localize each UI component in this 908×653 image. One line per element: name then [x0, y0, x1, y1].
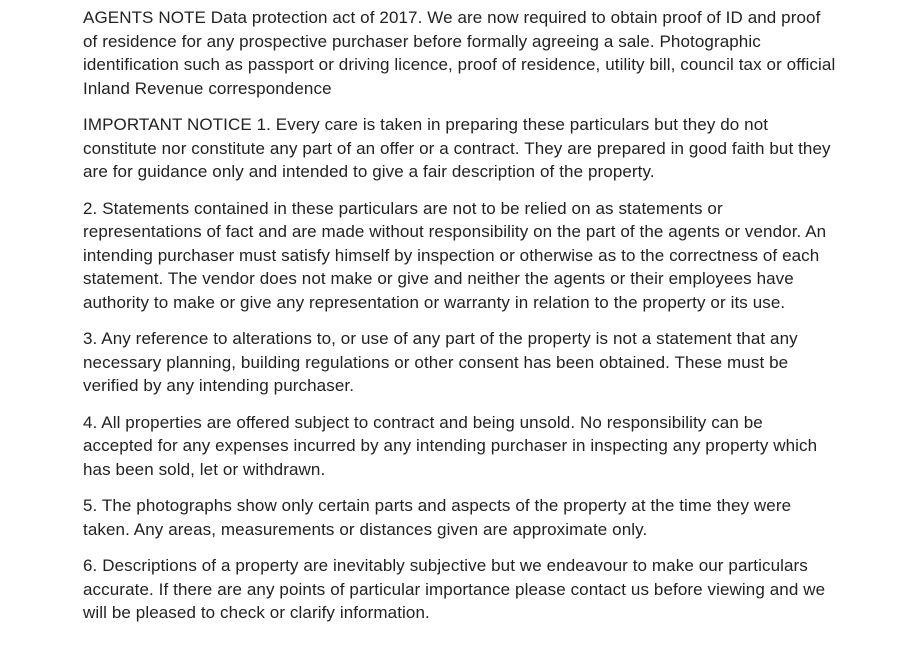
notice-paragraph-2: 2. Statements contained in these particulars are not to be relied on as statements or representations of fact and are made without responsibility on the part of the agents or vendor. An intending purchaser must satisfy himself by inspection or otherwise as to the correctness of each statement. The vendor does not make or give and neither the agents or their employees have authority to make or give any representation or warranty in relation to the property or its use.: [83, 198, 827, 312]
important-notice-paragraph-1: IMPORTANT NOTICE 1. Every care is taken in preparing these particulars but they do not constitute nor constitute any part of an offer or a contract. They are prepared in good faith but they are for guidance only and intended to give a fair description of the property.: [83, 115, 831, 181]
agents-note-paragraph: AGENTS NOTE Data protection act of 2017. We are now required to obtain proof of ID and proof of residence for any prospective purchaser before formally agreeing a sale. Photographic identification such as passport or driving licence, proof of residence, utility bill, council tax or official Inland Revenue correspondence: [83, 8, 836, 98]
notice-paragraph-5: 5. The photographs show only certain parts and aspects of the property at the time they were taken. Any areas, measurements or distances given are approximate only.: [83, 496, 792, 539]
notice-paragraph-6: 6. Descriptions of a property are inevitably subjective but we endeavour to make our particulars accurate. If there are any points of particular importance please contact us before viewing and we will be pleased to check or clarify information.: [83, 556, 826, 622]
notice-paragraph-4: 4. All properties are offered subject to contract and being unsold. No responsibility can be accepted for any expenses incurred by any intending purchaser in inspecting any property which has been sold, let or withdrawn.: [83, 412, 818, 479]
notice-text-block: [83, 6, 836, 625]
notice-paragraph-3: 3. Any reference to alterations to, or use of any part of the property is not a statement that any necessary planning, building regulations or other consent has been obtained. These must be verified by any intending purchaser.: [83, 329, 798, 395]
